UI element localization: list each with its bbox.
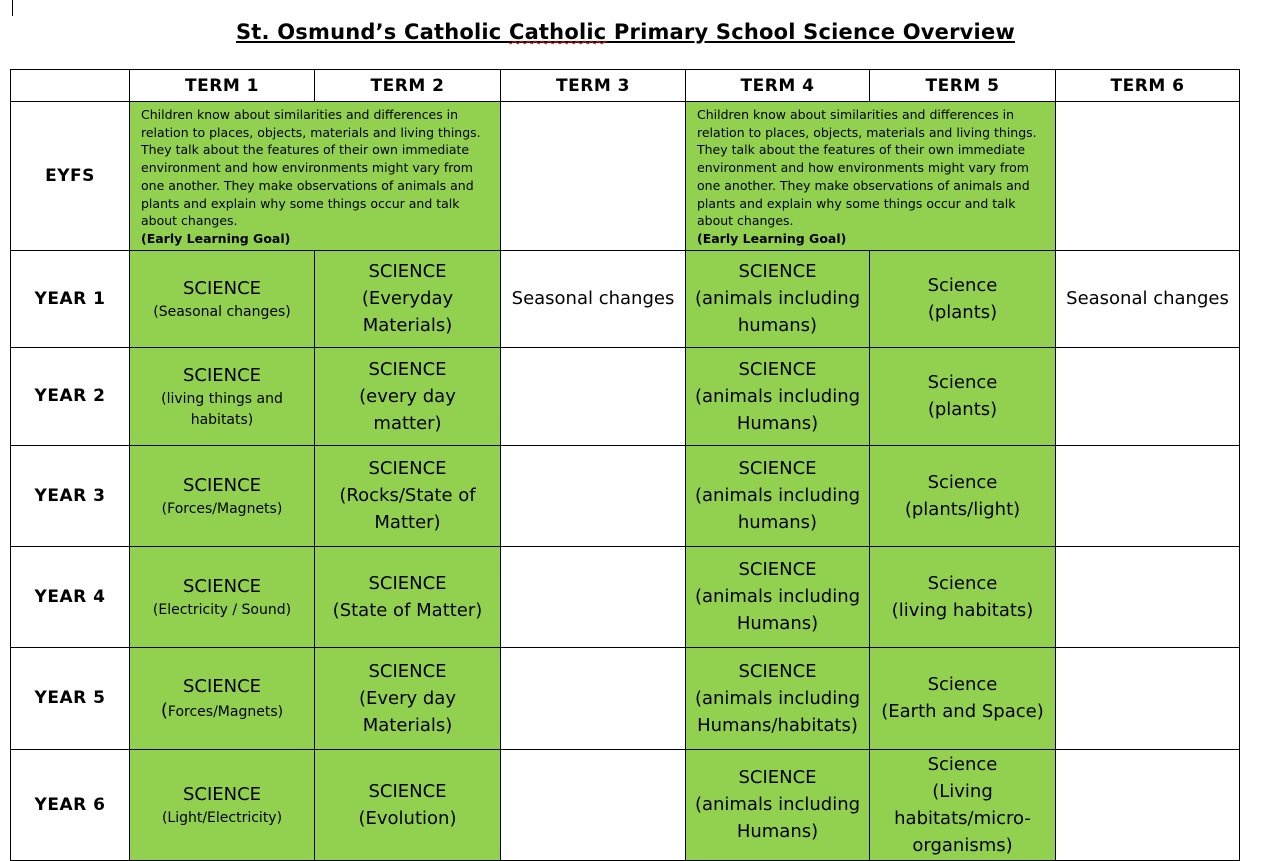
term-5-cell: Science (Living habitats/micro- organisms) (870, 749, 1056, 860)
term-6-cell (1056, 445, 1240, 546)
title-part-2: Primary School Science Overview (606, 20, 1015, 44)
term-1-cell (130, 347, 315, 445)
row-year-2 (11, 347, 1240, 445)
term-6-cell (1056, 749, 1240, 860)
row-label: YEAR 2 (11, 347, 130, 445)
header-cell-term-2: TERM 2 (315, 70, 501, 102)
header-cell-term-4: TERM 4 (686, 70, 870, 102)
row-label: YEAR 3 (11, 445, 130, 546)
term-1-topic: (Seasonal changes) (153, 303, 291, 320)
term-5-cell: Science (plants) (870, 250, 1056, 347)
term-2-cell: SCIENCE (State of Matter) (315, 546, 501, 647)
term-1-subject: SCIENCE (182, 364, 262, 386)
term-5-cell: Science (Earth and Space) (870, 647, 1056, 749)
term-4-cell: SCIENCE (animals including Humans) (686, 546, 870, 647)
term-4-cell: SCIENCE (animals including Humans) (686, 347, 870, 445)
eyfs-goal: (Early Learning Goal) (141, 230, 291, 246)
header-cell-corner (11, 70, 130, 102)
term-5-cell: Science (living habitats) (870, 546, 1056, 647)
header-cell-term-6: TERM 6 (1056, 70, 1240, 102)
term-4-cell: SCIENCE (animals including humans) (686, 445, 870, 546)
row-label: YEAR 6 (11, 749, 130, 860)
term-6-cell (1056, 347, 1240, 445)
row-year-3 (11, 445, 1240, 546)
term-4-cell: SCIENCE (animals including humans) (686, 250, 870, 347)
term-2-cell: SCIENCE (every day matter) (315, 347, 501, 445)
term-1-topic-text: Forces/Magnets) (167, 704, 284, 721)
title-part-1: St. Osmund’s Catholic (235, 20, 509, 44)
row-label: YEAR 1 (11, 250, 130, 347)
term-3-cell (501, 347, 686, 445)
header-cell-term-3: TERM 3 (501, 70, 686, 102)
term-4-cell: SCIENCE (animals including Humans/habitats) (686, 647, 870, 749)
term-1-cell (130, 546, 315, 647)
eyfs-goal: (Early Learning Goal) (697, 230, 847, 246)
term-2-cell: SCIENCE (Every day Materials) (315, 647, 501, 749)
term-1-subject: SCIENCE (182, 783, 262, 805)
term-1-cell (130, 749, 315, 860)
term-3-cell (501, 546, 686, 647)
term-5-cell: Science (plants/light) (870, 445, 1056, 546)
title-misspelled-word[interactable]: Catholic (508, 20, 607, 44)
term-4-cell: SCIENCE (animals including Humans) (686, 749, 870, 860)
eyfs-cell-term-6 (1056, 102, 1240, 251)
term-1-cell (130, 647, 315, 749)
term-1-subject: SCIENCE (182, 474, 262, 496)
row-year-4 (11, 546, 1240, 647)
term-2-cell: SCIENCE (Rocks/State of Matter) (315, 445, 501, 546)
row-year-6 (11, 749, 1240, 860)
term-1-subject: SCIENCE (182, 575, 262, 597)
header-cell-term-1: TERM 1 (130, 70, 315, 102)
term-2-cell: SCIENCE (Everyday Materials) (315, 250, 501, 347)
eyfs-description: Children know about similarities and differences in relation to places, objects, materials and living things. They talk about the features of their own immediate environment and how environments might vary from one another. They make observations of animals and plants and explain why some things occur and talk about changes. (697, 107, 1037, 229)
term-1-cell (130, 250, 315, 347)
term-6-cell (1056, 647, 1240, 749)
term-1-cell (130, 445, 315, 546)
row-year-5 (11, 647, 1240, 749)
term-1-topic: (living things and habitats) (161, 390, 283, 428)
page-title (0, 20, 1251, 44)
term-3-cell (501, 749, 686, 860)
term-1-subject: SCIENCE (182, 277, 262, 299)
term-3-cell (501, 647, 686, 749)
row-eyfs (11, 102, 1240, 251)
header-row (11, 70, 1240, 102)
term-6-cell (1056, 546, 1240, 647)
header-cell-term-5: TERM 5 (870, 70, 1056, 102)
term-3-cell: Seasonal changes (501, 250, 686, 347)
term-1-topic (130, 700, 314, 723)
term-1-subject: SCIENCE (182, 676, 262, 698)
term-1-topic-paren: ( (160, 700, 168, 722)
term-3-cell (501, 445, 686, 546)
term-1-topic: (Light/Electricity) (161, 809, 283, 826)
term-1-topic: (Forces/Magnets) (161, 500, 283, 517)
term-2-cell: SCIENCE (Evolution) (315, 749, 501, 860)
term-1-topic: (Electricity / Sound) (152, 601, 292, 618)
term-5-cell: Science (plants) (870, 347, 1056, 445)
eyfs-cell-term-3 (501, 102, 686, 251)
eyfs-description: Children know about similarities and differences in relation to places, objects, materials and living things. They talk about the features of their own immediate environment and how environments might vary from one another. They make observations of animals and plants and explain why some things occur and talk about changes. (141, 107, 481, 229)
term-6-cell: Seasonal changes (1056, 250, 1240, 347)
science-overview-table (10, 69, 1240, 861)
row-label: YEAR 5 (11, 647, 130, 749)
eyfs-cell-terms-1-2 (130, 102, 501, 251)
text-cursor (12, 0, 13, 16)
eyfs-cell-terms-4-5 (686, 102, 1056, 251)
row-label-eyfs: EYFS (11, 102, 130, 251)
row-year-1 (11, 250, 1240, 347)
row-label: YEAR 4 (11, 546, 130, 647)
